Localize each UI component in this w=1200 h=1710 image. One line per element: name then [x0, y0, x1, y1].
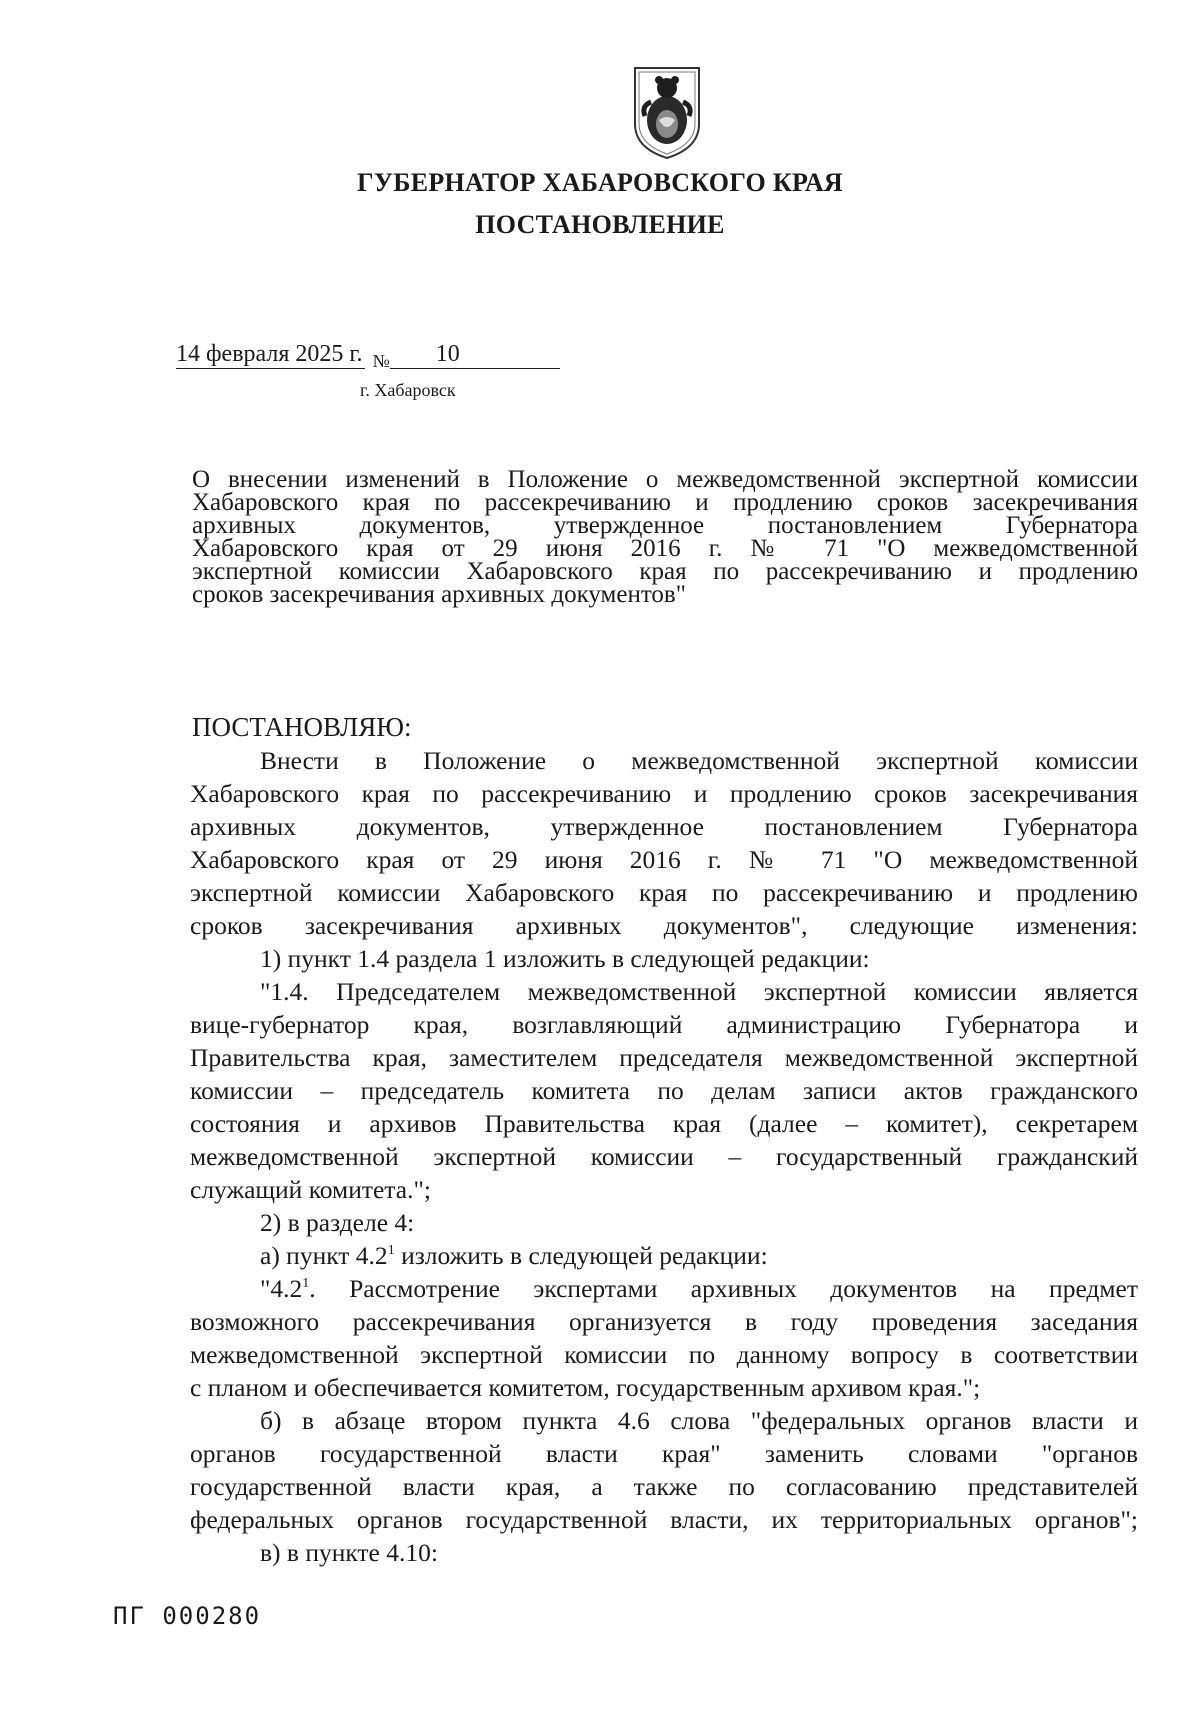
number-sign: №: [372, 351, 390, 371]
body-line: архивных документов, утвержденное постановлением Губернатора: [190, 812, 1138, 841]
body-line: государственной власти края, а также по согласованию представителей: [190, 1472, 1138, 1501]
title-line: Хабаровского края по рассекречиванию и продлению сроков засекречивания: [192, 489, 1138, 516]
document-date: 14 февраля 2025 г.: [176, 341, 363, 367]
document-place: г. Хабаровск: [360, 380, 456, 400]
superscript: 1: [302, 1276, 310, 1291]
body-line: в) в пункте 4.10:: [260, 1538, 438, 1567]
coat-of-arms-icon: [627, 62, 707, 162]
document-body: [190, 744, 1138, 1569]
body-line: сроков засекречивания архивных документов", следующие изменения:: [190, 911, 1138, 940]
body-line: Правительства края, заместителем председателя межведомственной экспертной: [190, 1043, 1138, 1072]
authority-heading: ГУБЕРНАТОР ХАБАРОВСКОГО КРАЯ: [356, 168, 843, 197]
body-line: Внести в Положение о межведомственной экспертной комиссии: [260, 746, 1138, 775]
body-line: органов государственной власти края" заменить словами "органов: [190, 1439, 1138, 1468]
date-number-line: [176, 341, 560, 372]
body-line: межведомственной экспертной комиссии – государственный гражданский: [190, 1142, 1138, 1171]
clause-text: изложить в следующей редакции:: [401, 1241, 768, 1270]
body-line: федеральных органов государственной власти, их территориальных органов";: [190, 1505, 1138, 1534]
body-line: возможного рассекречивания организуется в году проведения заседания: [190, 1307, 1138, 1336]
title-line: архивных документов, утвержденное постановлением Губернатора: [192, 512, 1138, 539]
body-line: "1.4. Председателем межведомственной экспертной комиссии является: [260, 977, 1138, 1006]
body-line: экспертной комиссии Хабаровского края по рассекречиванию и продлению: [190, 878, 1138, 907]
title-line: сроков засекречивания архивных документов": [192, 581, 686, 608]
decree-word: ПОСТАНОВЛЯЮ:: [192, 712, 412, 742]
body-line: комиссии – председатель комитета по делам записи актов гражданского: [190, 1076, 1138, 1105]
form-code: ПГ 000280: [113, 1602, 262, 1630]
body-line: с планом и обеспечивается комитетом, государственным архивом края.";: [190, 1373, 981, 1402]
body-line: 2) в разделе 4:: [260, 1208, 415, 1237]
superscript: 1: [387, 1243, 395, 1258]
body-line: служащий комитета.";: [190, 1175, 431, 1204]
document-number: 10: [390, 341, 560, 369]
document-type-heading: ПОСТАНОВЛЕНИЕ: [475, 210, 725, 239]
clause-ref: а) пункт 4.2: [260, 1241, 388, 1270]
body-line: Хабаровского края от 29 июня 2016 г. № 71 "О межведомственной: [190, 845, 1138, 874]
title-line: О внесении изменений в Положение о межведомственной экспертной комиссии: [192, 466, 1138, 493]
title-line: Хабаровского края от 29 июня 2016 г. № 71 "О межведомственной: [192, 535, 1138, 562]
document-title: [192, 468, 1138, 606]
clause-text: . Рассмотрение экспертами архивных документов на предмет: [309, 1274, 1138, 1303]
body-line: Хабаровского края по рассекречиванию и продлению сроков засекречивания: [190, 779, 1138, 808]
body-line-with-superscript: [190, 1272, 1138, 1305]
body-line: 1) пункт 1.4 раздела 1 изложить в следующей редакции:: [260, 944, 870, 973]
body-line: межведомственной экспертной комиссии по данному вопросу в соответствии: [190, 1340, 1138, 1369]
title-line: экспертной комиссии Хабаровского края по рассекречиванию и продлению: [192, 558, 1138, 585]
body-line-with-superscript: [190, 1239, 1138, 1272]
clause-ref: "4.2: [260, 1274, 303, 1303]
body-line: вице-губернатор края, возглавляющий администрацию Губернатора и: [190, 1010, 1138, 1039]
body-line: б) в абзаце втором пункта 4.6 слова "федеральных органов власти и: [260, 1406, 1138, 1435]
body-line: состояния и архивов Правительства края (далее – комитет), секретарем: [190, 1109, 1138, 1138]
